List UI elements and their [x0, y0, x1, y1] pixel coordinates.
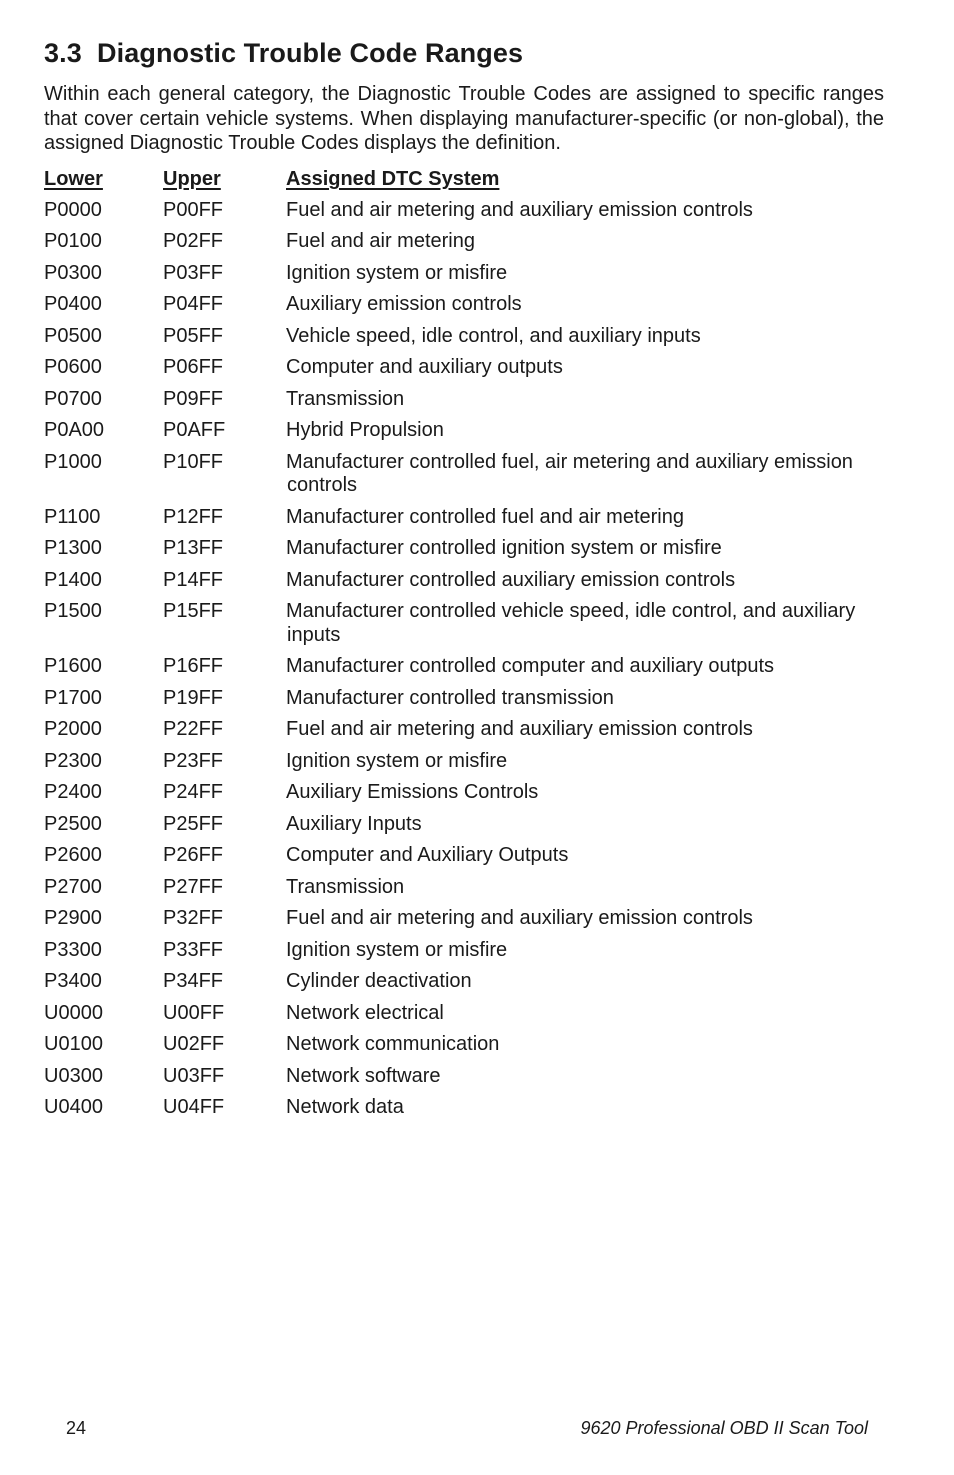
intro-paragraph: Within each general category, the Diagnostic Trouble Codes are assigned to specific ranges that cover certain vehicle systems. When displaying manufacturer-specific (or non-global), the assigned Diagnostic Trouble Codes displays the definition. [44, 83, 884, 154]
cell-system-text: Vehicle speed, idle control, and auxiliary inputs [286, 324, 701, 347]
table-row [44, 808, 914, 840]
cell-upper: P02FF [163, 230, 224, 252]
cell-upper: P24FF [163, 781, 224, 803]
cell-system-text: Cylinder deactivation [286, 970, 472, 992]
table-row [44, 225, 914, 257]
cell-system [286, 908, 914, 929]
cell-system-text: Manufacturer controlled transmission [286, 686, 614, 709]
cell-system-text: Fuel and air metering and auxiliary emission controls [286, 718, 753, 740]
cell-lower: P1100 [44, 505, 101, 528]
cell-upper: P04FF [163, 293, 224, 315]
table-row [44, 682, 914, 714]
cell-system-text: Ignition system or misfire [286, 261, 508, 284]
cell-system [286, 1034, 914, 1055]
cell-system [286, 719, 914, 740]
section-title: 3.3 Diagnostic Trouble Code Ranges [44, 38, 524, 68]
cell-system [286, 357, 914, 378]
cell-system [286, 1097, 914, 1118]
cell-upper: P0AFF [163, 419, 226, 441]
cell-system-text: Auxiliary Inputs [286, 812, 422, 835]
cell-system [286, 601, 914, 645]
table-row [44, 1028, 914, 1060]
cell-system-continuation: inputs [287, 623, 341, 646]
cell-system-text: Computer and auxiliary outputs [286, 356, 563, 378]
table-row [44, 650, 914, 682]
cell-lower: P1600 [44, 655, 102, 677]
cell-upper: U00FF [163, 1001, 225, 1024]
cell-system-text: Network software [286, 1064, 441, 1087]
cell-system-text: Network electrical [286, 1001, 444, 1024]
cell-system-text: Computer and Auxiliary Outputs [286, 844, 569, 866]
cell-upper: P13FF [163, 537, 224, 559]
cell-system [286, 263, 914, 284]
cell-lower: P0000 [44, 198, 102, 221]
cell-system-text: Ignition system or misfire [286, 938, 508, 961]
cell-system-text: Fuel and air metering and auxiliary emission controls [286, 907, 753, 929]
table-row [44, 713, 914, 745]
cell-upper: P32FF [163, 907, 224, 929]
cell-system [286, 688, 914, 709]
cell-lower: P1700 [44, 686, 102, 709]
cell-system [286, 420, 914, 441]
cell-upper: P05FF [163, 324, 224, 347]
cell-lower: U0300 [44, 1064, 103, 1087]
cell-system [286, 814, 914, 835]
cell-system-text: Auxiliary Emissions Controls [286, 781, 539, 803]
cell-upper: P15FF [163, 600, 224, 622]
table-row [44, 383, 914, 415]
cell-system-text: Network communication [286, 1033, 500, 1055]
cell-system [286, 877, 914, 898]
cell-lower: P0A00 [44, 419, 105, 441]
cell-system-text: Manufacturer controlled vehicle speed, idle control, and auxiliary [286, 600, 856, 622]
cell-system [286, 231, 914, 252]
table-row [44, 532, 914, 564]
cell-lower: P0600 [44, 356, 102, 378]
cell-upper: P00FF [163, 198, 224, 221]
cell-system [286, 782, 914, 803]
cell-lower: P1300 [44, 537, 102, 559]
cell-system [286, 452, 914, 496]
cell-system [286, 751, 914, 772]
cell-lower: P2600 [44, 844, 102, 866]
table-row [44, 320, 914, 352]
table-row [44, 288, 914, 320]
cell-upper: U04FF [163, 1096, 225, 1118]
cell-upper: P19FF [163, 686, 224, 709]
cell-lower: P1000 [44, 450, 102, 473]
cell-system-text: Transmission [286, 387, 405, 410]
cell-upper: P14FF [163, 568, 224, 591]
table-row [44, 839, 914, 871]
cell-lower: P0100 [44, 230, 102, 252]
table-row [44, 351, 914, 383]
table-body [44, 194, 914, 1123]
cell-system-text: Fuel and air metering and auxiliary emission controls [286, 198, 753, 221]
cell-system-text: Manufacturer controlled fuel, air metering and auxiliary emission [286, 450, 853, 473]
cell-lower: U0100 [44, 1033, 103, 1055]
cell-lower: P0300 [44, 261, 102, 284]
table-row [44, 194, 914, 226]
table-row [44, 902, 914, 934]
table-header-row [44, 166, 914, 194]
cell-lower: U0000 [44, 1001, 103, 1024]
header-lower: Lower [44, 168, 103, 190]
table-row [44, 501, 914, 533]
cell-upper: P16FF [163, 655, 224, 677]
cell-upper: P06FF [163, 356, 224, 378]
cell-system-text: Auxiliary emission controls [286, 293, 522, 315]
cell-upper: P22FF [163, 718, 224, 740]
cell-system-text: Manufacturer controlled ignition system or misfire [286, 537, 722, 559]
cell-upper: P10FF [163, 450, 224, 473]
cell-system [286, 538, 914, 559]
cell-system [286, 200, 914, 221]
cell-system-text: Manufacturer controlled auxiliary emission controls [286, 568, 736, 591]
table-row [44, 997, 914, 1029]
cell-system [286, 845, 914, 866]
table-row [44, 446, 914, 501]
cell-upper: P03FF [163, 261, 224, 284]
cell-lower: P0500 [44, 324, 102, 347]
cell-system [286, 294, 914, 315]
header-upper: Upper [163, 168, 221, 190]
cell-system [286, 1003, 914, 1024]
table-row [44, 871, 914, 903]
cell-system-continuation: controls [287, 474, 358, 496]
cell-system [286, 389, 914, 410]
cell-system-text: Manufacturer controlled computer and auxiliary outputs [286, 655, 775, 677]
cell-upper: P23FF [163, 749, 224, 772]
cell-lower: P3400 [44, 970, 102, 992]
cell-lower: P2700 [44, 875, 102, 898]
cell-system [286, 1066, 914, 1087]
footer-doc-title: 9620 Professional OBD II Scan Tool [580, 1418, 868, 1438]
cell-system [286, 507, 914, 528]
cell-lower: P3300 [44, 938, 102, 961]
cell-system-text: Hybrid Propulsion [286, 419, 444, 441]
cell-upper: U02FF [163, 1033, 225, 1055]
cell-lower: U0400 [44, 1096, 103, 1118]
page-number: 24 [66, 1418, 87, 1438]
cell-system [286, 971, 914, 992]
table-row [44, 745, 914, 777]
cell-lower: P2300 [44, 749, 102, 772]
cell-lower: P0700 [44, 387, 102, 410]
cell-upper: P27FF [163, 875, 224, 898]
cell-lower: P2500 [44, 812, 102, 835]
table-row [44, 414, 914, 446]
cell-lower: P2000 [44, 718, 102, 740]
cell-upper: P33FF [163, 938, 224, 961]
cell-system [286, 656, 914, 677]
cell-system-text: Fuel and air metering [286, 230, 475, 252]
table-row [44, 564, 914, 596]
cell-upper: P12FF [163, 505, 224, 528]
table-row [44, 1060, 914, 1092]
table-row [44, 257, 914, 289]
table-row [44, 965, 914, 997]
cell-system-text: Network data [286, 1096, 404, 1118]
dtc-range-table [44, 166, 914, 1123]
cell-upper: P25FF [163, 812, 224, 835]
table-row [44, 595, 914, 650]
cell-upper: P09FF [163, 387, 224, 410]
cell-lower: P2900 [44, 907, 102, 929]
cell-system-text: Transmission [286, 875, 405, 898]
cell-system [286, 326, 914, 347]
cell-upper: P26FF [163, 844, 224, 866]
cell-system-text: Ignition system or misfire [286, 749, 508, 772]
header-system: Assigned DTC System [286, 168, 500, 190]
cell-system-text: Manufacturer controlled fuel and air metering [286, 505, 684, 528]
table-row [44, 934, 914, 966]
cell-upper: U03FF [163, 1064, 225, 1087]
cell-system [286, 570, 914, 591]
cell-lower: P0400 [44, 293, 102, 315]
table-row [44, 776, 914, 808]
cell-lower: P1500 [44, 600, 102, 622]
cell-upper: P34FF [163, 970, 224, 992]
cell-system [286, 940, 914, 961]
table-row [44, 1091, 914, 1123]
cell-lower: P2400 [44, 781, 102, 803]
cell-lower: P1400 [44, 568, 102, 591]
